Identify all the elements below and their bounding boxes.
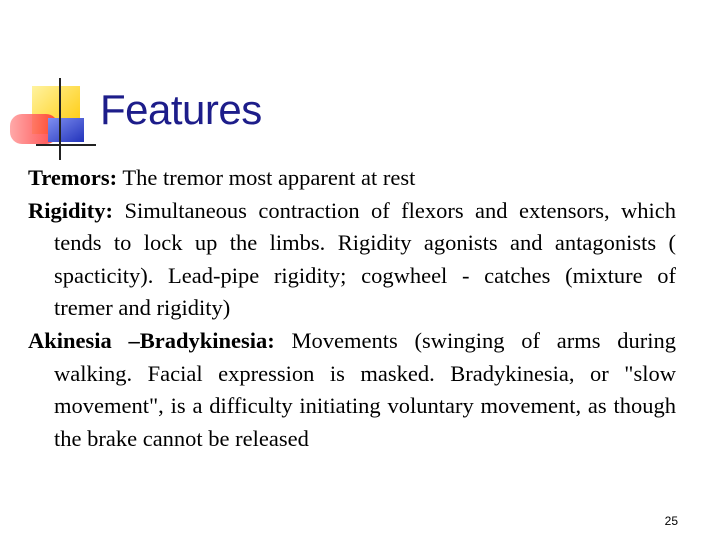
- slide-title: Features: [100, 86, 262, 133]
- slide-body: [28, 162, 676, 455]
- feature-description: Simultaneous contraction of flexors and extensors, which tends to lock up the limbs. Rigidity agonists and antagonists ( spacticity). Lead-pipe rigidity; cogwheel - catches (mixture of tremer and rigidity): [54, 197, 676, 321]
- feature-term: Rigidity:: [28, 197, 114, 223]
- feature-term: Tremors:: [28, 165, 118, 190]
- feature-description: Movements (swinging of arms during walking. Facial expression is masked. Bradykinesia, or "slow movement", is a difficulty initiating voluntary movement, as though the brake cannot be released: [54, 327, 676, 451]
- feature-term: Akinesia –Bradykinesia:: [28, 327, 275, 353]
- feature-item-akinesia: [28, 325, 676, 455]
- deco-blue-square: [48, 118, 84, 142]
- decorative-logo-shapes: [0, 0, 110, 170]
- feature-item-rigidity: [28, 195, 676, 325]
- page-number: 25: [664, 514, 678, 528]
- feature-description: The tremor most apparent at rest: [117, 165, 416, 190]
- feature-item-tremors: [28, 162, 676, 195]
